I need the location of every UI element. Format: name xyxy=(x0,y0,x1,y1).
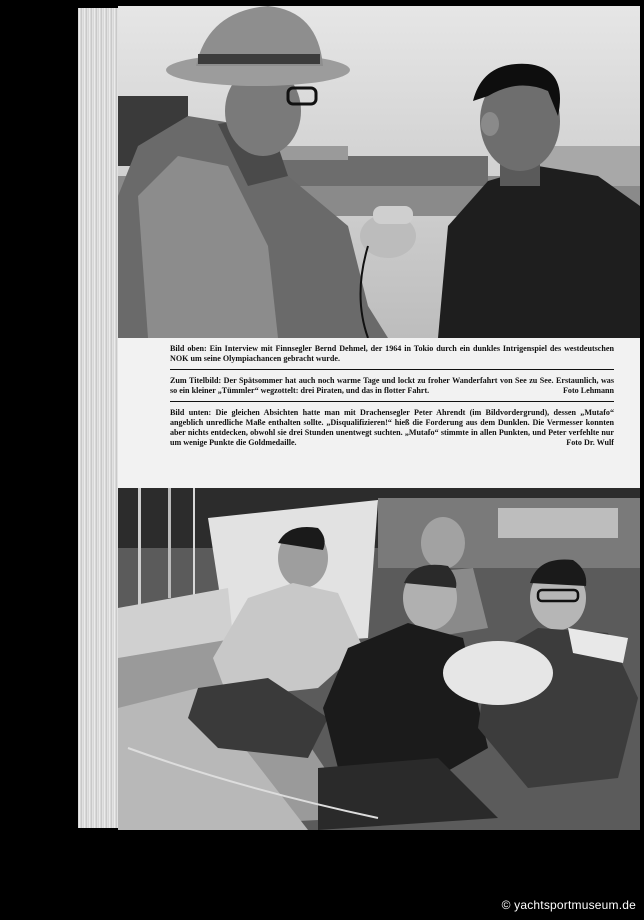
caption-cover-credit: Foto Lehmann xyxy=(562,386,614,395)
caption-divider xyxy=(170,369,614,370)
book-spine-edge xyxy=(78,8,118,828)
caption-bottom-photo xyxy=(170,408,614,448)
caption-bottom-credit: Foto Dr. Wulf xyxy=(566,438,614,447)
watermark-text: © yachtsportmuseum.de xyxy=(501,898,636,912)
magazine-page xyxy=(118,6,640,830)
caption-top-photo xyxy=(170,344,614,364)
caption-block xyxy=(170,344,614,448)
caption-bottom-text: Bild unten: Die gleichen Absichten hatte man mit Drachensegler Peter Ahrendt (im Bildvordergrund), dessen „Mutafo“ angeblich unredliche Maße enthalten sollte. „Disqualifizieren!“ hieß die Forderung aus dem Dunklen. Die Vermesser konnten aber nichts entdecken, obwohl sie drei Stunden unentwegt suchten. „Mutafo“ stimmte in allen Punkten, und Peter verfehlte nur um wenige Punkte die Goldmedaille. xyxy=(170,408,614,447)
caption-cover-text: Zum Titelbild: Der Spätsommer hat auch noch warme Tage und lockt zu froher Wanderfahrt von See zu See. Erstaunlich, was so ein kleiner „Tümmler“ wegzottelt: drei Piraten, und das in flotter Fahrt. xyxy=(170,376,614,395)
caption-top-text: Bild oben: Ein Interview mit Finnsegler Bernd Dehmel, der 1964 in Tokio durch ein dunkles Intrigenspiel des westdeutschen NOK um seine Olympiachancen gebracht wurde. xyxy=(170,344,614,363)
photo-sailors xyxy=(118,488,640,830)
photo-interview xyxy=(118,6,640,338)
caption-cover-photo xyxy=(170,376,614,396)
caption-divider xyxy=(170,401,614,402)
